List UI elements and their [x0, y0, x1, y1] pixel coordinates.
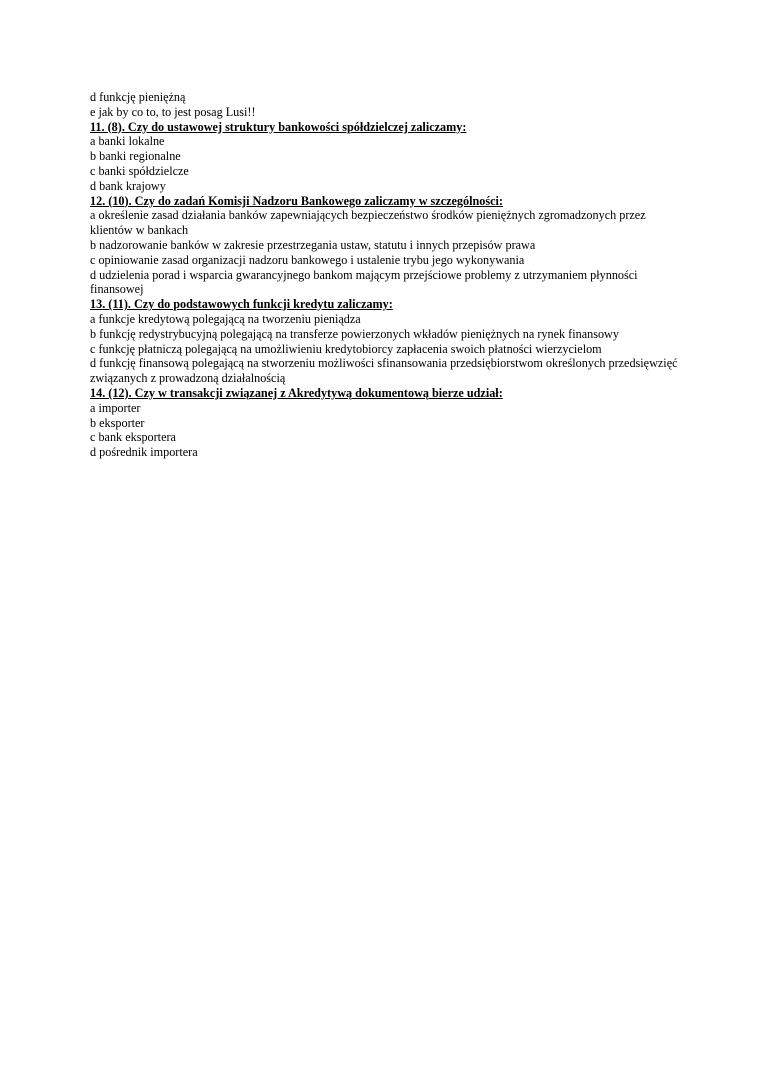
answer-line: b eksporter: [90, 415, 145, 430]
document-body: [90, 90, 680, 460]
answer-line: c bank eksportera: [90, 430, 176, 445]
answer-line: d udzielenia porad i wsparcia gwarancyjnego bankom mającym przejściowe problemy z utrzymaniem płynności finansowej: [90, 267, 638, 297]
question-heading: 11. (8). Czy do ustawowej struktury bankowości spółdzielczej zaliczamy:: [90, 119, 467, 134]
answer-line: d funkcję finansową polegającą na stworzeniu możliwości sfinansowania przedsiębiorstwom określonych przedsięwzięć związanych z prowadzoną działalnością: [90, 356, 678, 386]
answer-line: d funkcję pieniężną: [90, 90, 186, 104]
question-heading: 13. (11). Czy do podstawowych funkcji kredytu zaliczamy:: [90, 297, 393, 312]
answer-line: c opiniowanie zasad organizacji nadzoru bankowego i ustalenie trybu jego wykonywania: [90, 252, 525, 267]
answer-line: d bank krajowy: [90, 178, 166, 193]
answer-line: a importer: [90, 400, 141, 415]
answer-line: a określenie zasad działania banków zapewniających bezpieczeństwo środków pieniężnych zgromadzonych przez klientów w bankach: [90, 208, 646, 238]
answer-line: c banki spółdzielcze: [90, 163, 189, 178]
answer-line: a funkcje kredytową polegającą na tworzeniu pieniądza: [90, 311, 361, 326]
answer-line: d pośrednik importera: [90, 445, 198, 460]
answer-line: a banki lokalne: [90, 134, 165, 149]
question-heading: 12. (10). Czy do zadań Komisji Nadzoru Bankowego zaliczamy w szczególności:: [90, 193, 503, 208]
answer-line: c funkcję płatniczą polegającą na umożliwieniu kredytobiorcy zapłacenia swoich płatności wierzycielom: [90, 341, 602, 356]
answer-line: b nadzorowanie banków w zakresie przestrzegania ustaw, statutu i innych przepisów prawa: [90, 237, 536, 252]
answer-line: b banki regionalne: [90, 149, 181, 164]
answer-line: e jak by co to, to jest posag Lusi!!: [90, 104, 256, 119]
question-heading: 14. (12). Czy w transakcji związanej z Akredytywą dokumentową bierze udział:: [90, 385, 503, 400]
answer-line: b funkcję redystrybucyjną polegającą na transferze powierzonych wkładów pieniężnych na rynek finansowy: [90, 326, 619, 341]
